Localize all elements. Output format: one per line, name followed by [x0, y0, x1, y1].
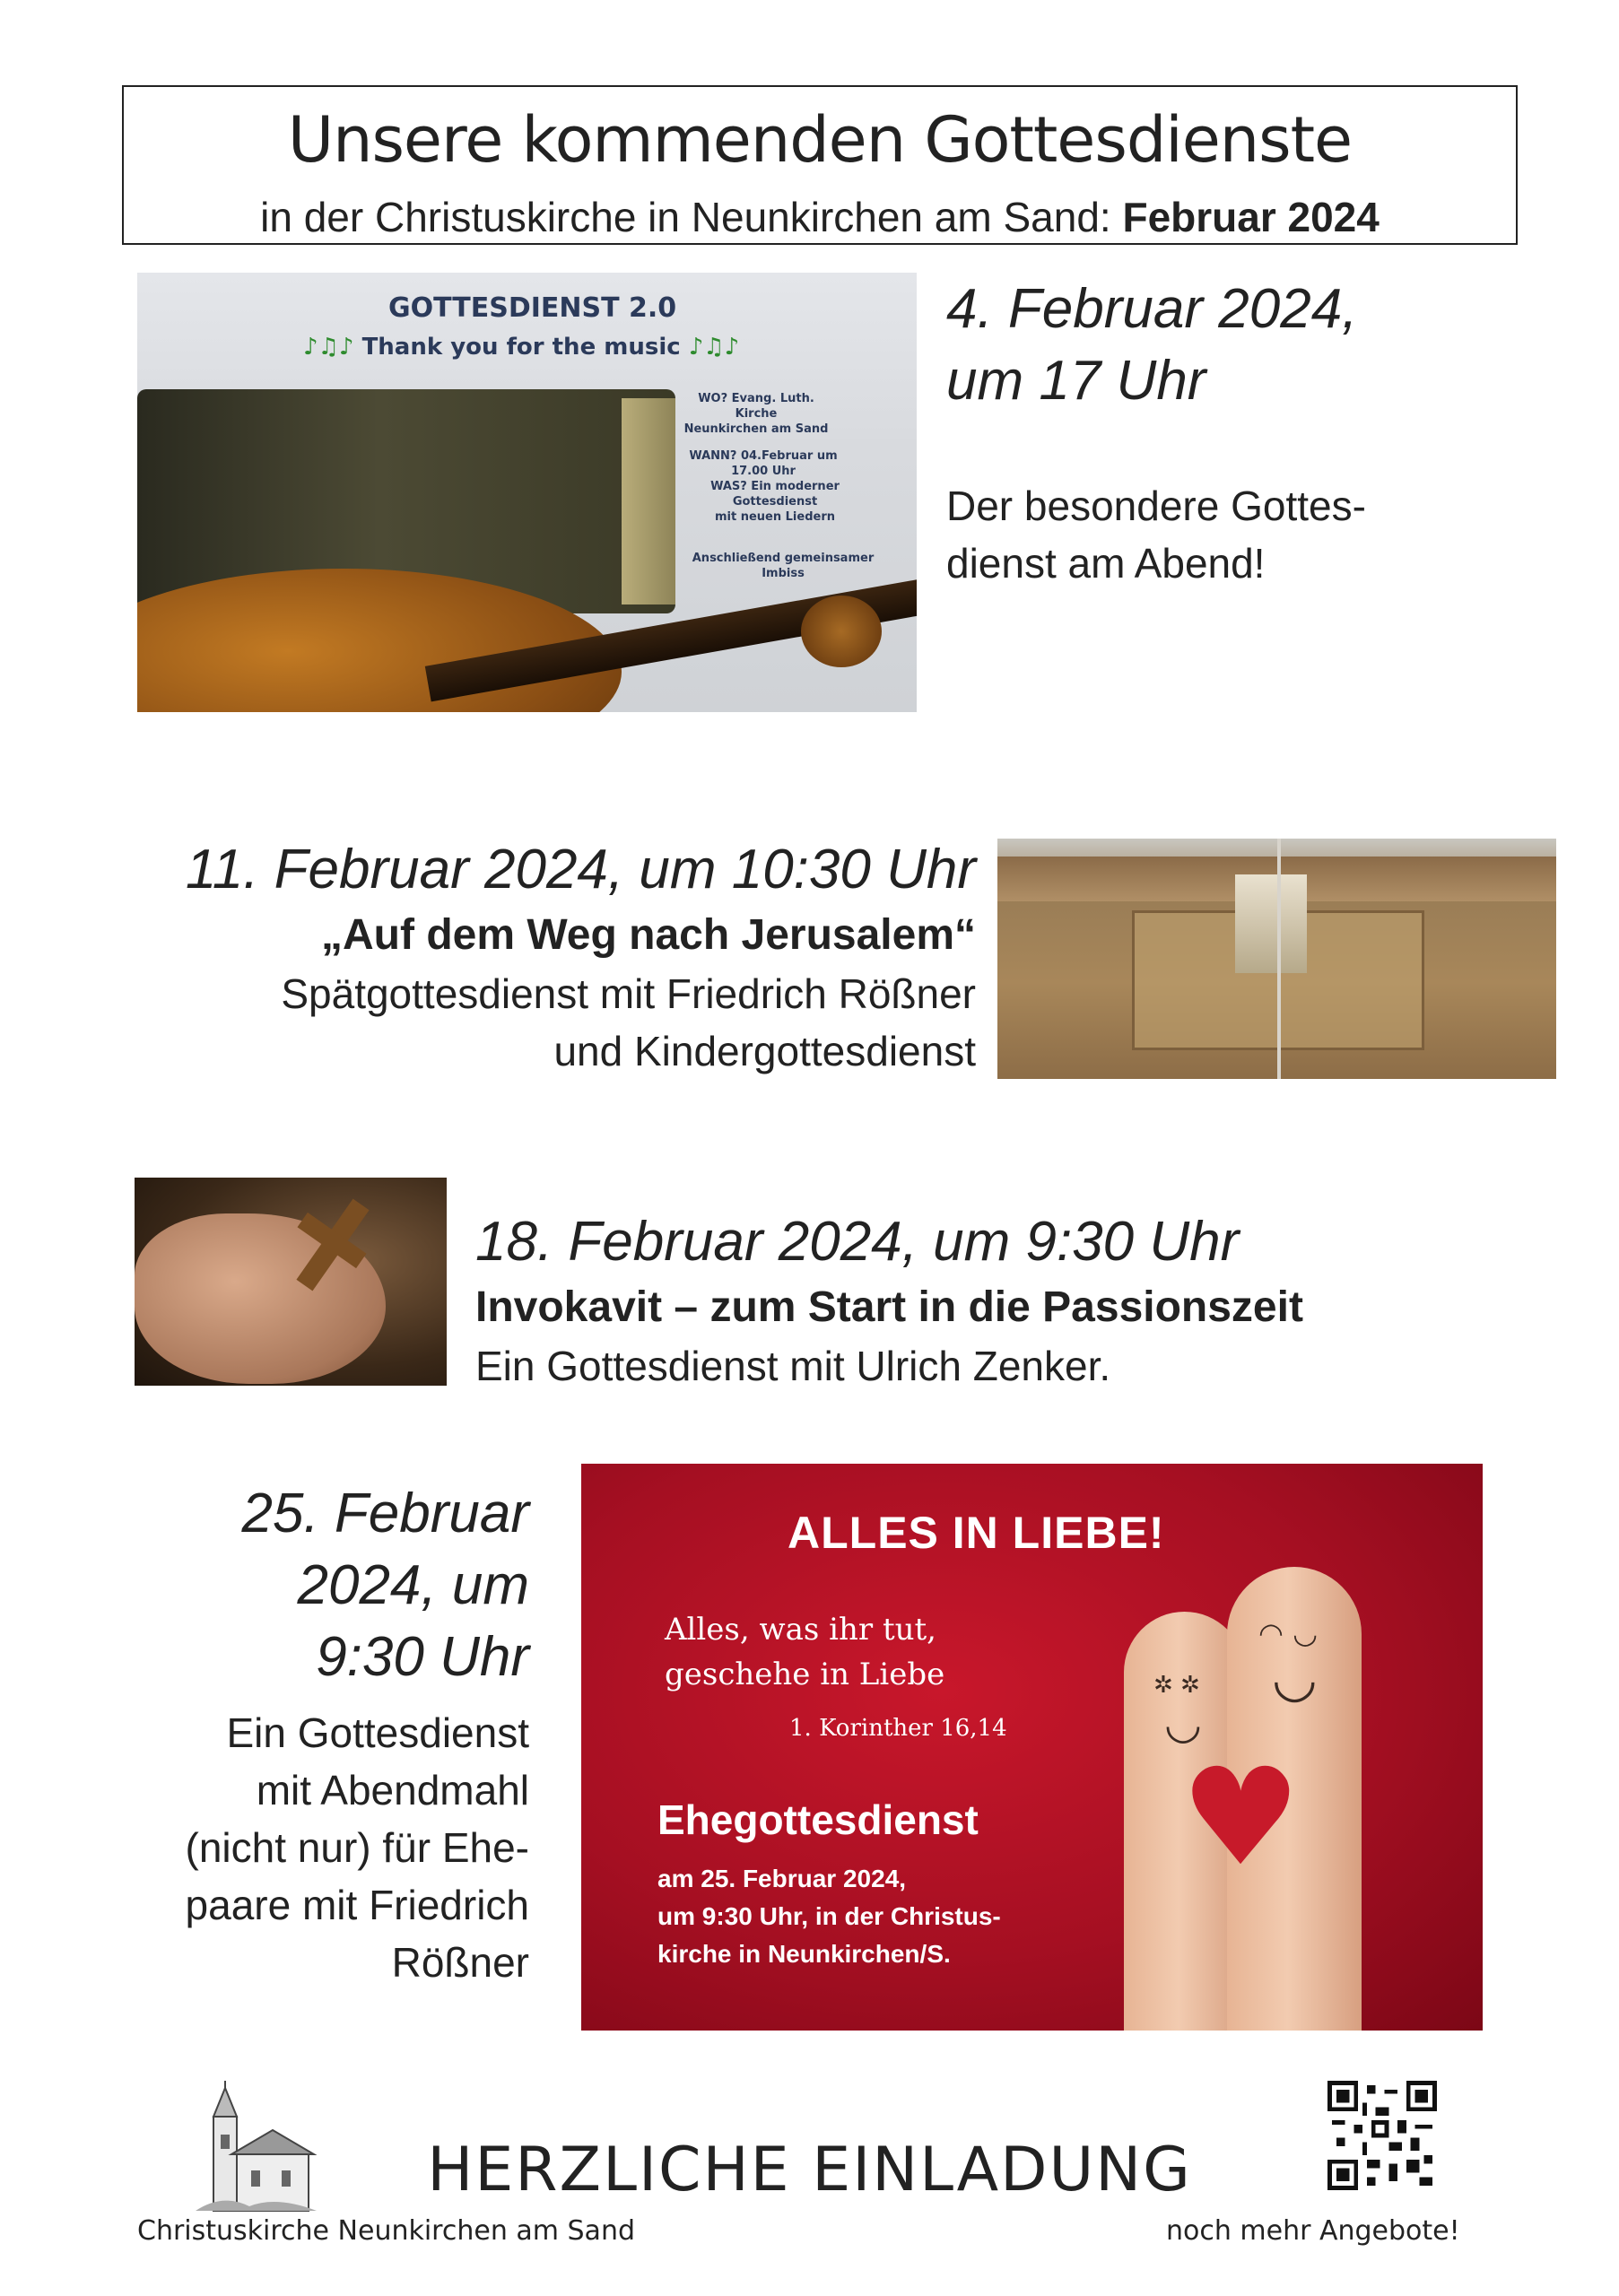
- service-details-line3: kirche in Neunkirchen/S.: [657, 1940, 951, 1968]
- image-fold: [1277, 839, 1281, 1079]
- bible-verse-line2: geschehe in Liebe: [665, 1657, 945, 1692]
- left-finger-smile-icon: ◡: [1164, 1699, 1202, 1749]
- flyer-what: [675, 479, 875, 525]
- event3-date: 18. Februar 2024, um 9:30 Uhr: [475, 1211, 1240, 1273]
- event4-desc-line3: (nicht nur) für Ehe-: [185, 1824, 529, 1871]
- book-pages: [622, 398, 675, 604]
- church-name: Christuskirche Neunkirchen am Sand: [137, 2215, 635, 2247]
- invitation-title: HERZLICHE EINLADUNG: [427, 2135, 1192, 2205]
- left-finger-eyes-icon: ✲ ✲: [1153, 1672, 1200, 1699]
- violin-scroll: [801, 596, 882, 667]
- flyer-heading: GOTTESDIENST 2.0: [388, 292, 677, 324]
- event3-title: Invokavit – zum Start in die Passionszeit: [475, 1283, 1303, 1331]
- event4-desc-line2: mit Abendmahl: [256, 1767, 529, 1813]
- marriage-service-flyer: [581, 1464, 1483, 2031]
- bible-verse: [665, 1607, 944, 1697]
- service-details-line2: um 9:30 Uhr, in der Christus-: [657, 1902, 1001, 1930]
- event4-desc-line1: Ein Gottesdienst: [226, 1709, 529, 1756]
- event4-date-line3: 9:30 Uhr: [316, 1626, 529, 1688]
- page-title: Unsere kommenden Gottesdienste: [287, 103, 1353, 177]
- event2-text: [54, 834, 976, 1080]
- header-box: [122, 85, 1518, 245]
- service-title: Ehegottesdienst: [657, 1796, 979, 1843]
- flyer-when: WANN? 04.Februar um 17.00 Uhr: [689, 449, 838, 478]
- event1-date-line2: um 17 Uhr: [946, 350, 1206, 412]
- service-details-line1: am 25. Februar 2024,: [657, 1865, 907, 1892]
- right-finger-eyes-icon: ◠ ◡: [1258, 1616, 1319, 1650]
- event1-desc-line2: dienst am Abend!: [946, 540, 1266, 587]
- flyer-where-line1: WO? Evang. Luth. Kirche: [698, 392, 814, 421]
- event3-text: [475, 1206, 1303, 1395]
- flyer-what-line1: WAS? Ein moderner Gottesdienst: [710, 480, 840, 509]
- subtitle-location: in der Christuskirche in Neunkirchen am Sand:: [260, 194, 1123, 240]
- event2-desc-line1: Spätgottesdienst mit Friedrich Rößner: [281, 970, 976, 1017]
- event4-desc-line4: paare mit Friedrich: [185, 1882, 529, 1928]
- event4-text: [90, 1478, 529, 1991]
- flyer-after: Anschließend gemeinsamer Imbiss: [692, 552, 875, 580]
- verse-reference: 1. Korinther 16,14: [789, 1715, 1007, 1742]
- heart-icon: ♥: [1180, 1740, 1301, 1896]
- flyer-where: [675, 391, 837, 437]
- event1-description: [946, 477, 1366, 592]
- flyer-headline: ALLES IN LIEBE!: [788, 1508, 1165, 1558]
- event3-desc: Ein Gottesdienst mit Ulrich Zenker.: [475, 1343, 1111, 1389]
- event1-date: [946, 274, 1357, 417]
- subtitle-month: Februar 2024: [1122, 194, 1380, 240]
- music-notes-icon: ♪♫♪: [688, 334, 740, 361]
- flyer-what-line2: mit neuen Liedern: [714, 510, 835, 524]
- flyer-subheading-text: Thank you for the music: [361, 334, 681, 361]
- event4-date-line1: 25. Februar: [241, 1483, 529, 1544]
- jerusalem-temple-image: [997, 839, 1556, 1079]
- event1-desc-line1: Der besondere Gottes-: [946, 483, 1366, 529]
- event4-date-line2: 2024, um: [297, 1554, 529, 1616]
- event2-desc-line2: und Kindergottesdienst: [553, 1028, 976, 1074]
- temple-building: [1235, 874, 1307, 973]
- right-finger-smile-icon: ◡: [1272, 1648, 1318, 1709]
- more-offers-link[interactable]: noch mehr Angebote!: [1166, 2215, 1460, 2247]
- flyer-where-line2: Neunkirchen am Sand: [683, 422, 829, 436]
- rosary-image: [135, 1178, 447, 1386]
- page-subtitle: [124, 193, 1516, 241]
- event1-date-line1: 4. Februar 2024,: [946, 278, 1358, 340]
- event4-desc-line5: Rößner: [391, 1939, 529, 1986]
- flyer-subheading: [303, 334, 739, 361]
- bible-verse-line1: Alles, was ihr tut,: [665, 1612, 936, 1648]
- music-notes-icon: ♪♫♪: [303, 334, 354, 361]
- qr-code-icon[interactable]: [1327, 2081, 1437, 2190]
- event1-flyer-image: [137, 273, 917, 712]
- event2-date: 11. Februar 2024, um 10:30 Uhr: [185, 839, 976, 900]
- event2-title: „Auf dem Weg nach Jerusalem“: [321, 911, 976, 959]
- service-details: [657, 1860, 1001, 1973]
